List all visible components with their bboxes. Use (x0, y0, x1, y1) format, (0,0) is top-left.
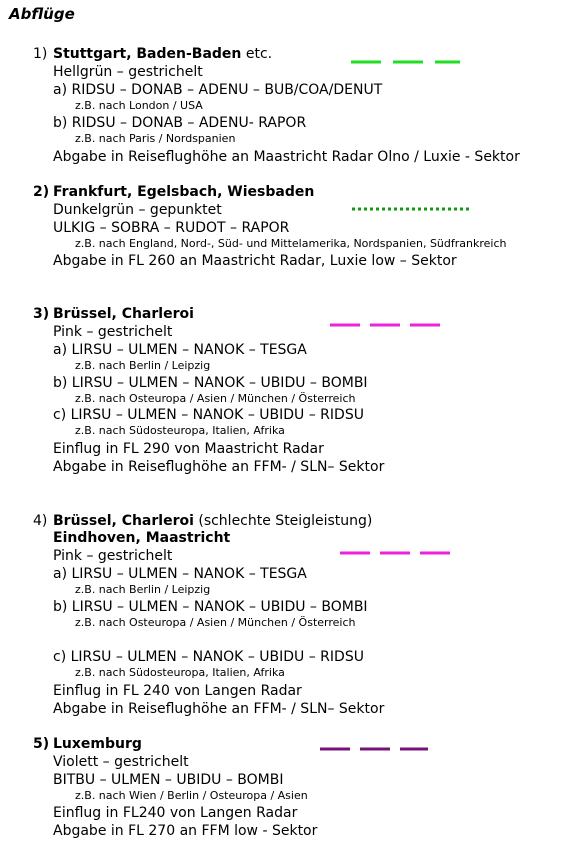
route: BITBU – ULMEN – UBIDU – BOMBI (53, 772, 284, 788)
route-b: b) LIRSU – ULMEN – NANOK – UBIDU – BOMBI (53, 599, 368, 615)
entry-text: Einflug in FL 240 von Langen Radar (53, 683, 302, 699)
route: ULKIG – SOBRA – RUDOT – RAPOR (53, 220, 290, 236)
route-b: b) LIRSU – ULMEN – NANOK – UBIDU – BOMBI (53, 375, 368, 391)
line-style-desc: Hellgrün – gestrichelt (53, 64, 203, 80)
route-c: c) LIRSU – ULMEN – NANOK – UBIDU – RIDSU (53, 649, 364, 665)
section-number: 1) (33, 46, 48, 62)
handoff-text: Abgabe in FL 260 an Maastricht Radar, Luxie low – Sektor (53, 253, 457, 269)
section-heading-2: Eindhoven, Maastricht (53, 530, 231, 546)
legend-line-darkgreen-dotted (350, 204, 476, 214)
legend-line-violet-dashed (318, 744, 432, 754)
section-heading (53, 45, 272, 63)
legend-line-lightgreen-dashed (348, 57, 468, 67)
handoff-text: Abgabe in Reiseflughöhe an Maastricht Radar Olno / Luxie - Sektor (53, 149, 520, 165)
route-b-note: z.B. nach Paris / Nordspanien (75, 132, 236, 145)
route-a: a) LIRSU – ULMEN – NANOK – TESGA (53, 566, 307, 582)
entry-text: Einflug in FL240 von Langen Radar (53, 805, 298, 821)
route-c-note: z.B. nach Südosteuropa, Italien, Afrika (75, 666, 285, 679)
handoff-text: Abgabe in Reiseflughöhe an FFM- / SLN– Sektor (53, 459, 385, 475)
line-style-desc: Violett – gestrichelt (53, 754, 189, 770)
line-style-desc: Dunkelgrün – gepunktet (53, 202, 222, 218)
handoff-text: Abgabe in FL 270 an FFM low - Sektor (53, 823, 318, 839)
section-number: 2) (33, 184, 50, 200)
route-b-note: z.B. nach Osteuropa / Asien / München / Österreich (75, 616, 356, 629)
route-a: a) LIRSU – ULMEN – NANOK – TESGA (53, 342, 307, 358)
route-c: c) LIRSU – ULMEN – NANOK – UBIDU – RIDSU (53, 407, 364, 423)
route-note: z.B. nach England, Nord-, Süd- und Mittelamerika, Nordspanien, Südfrankreich (75, 237, 507, 250)
section-heading: Brüssel, Charleroi (53, 306, 194, 322)
heading-bold: Stuttgart, Baden-Baden (53, 46, 242, 62)
line-style-desc: Pink – gestrichelt (53, 324, 173, 340)
route-a-note: z.B. nach London / USA (75, 99, 203, 112)
route-c-note: z.B. nach Südosteuropa, Italien, Afrika (75, 424, 285, 437)
section-number: 5) (33, 736, 50, 752)
section-number: 3) (33, 306, 50, 322)
heading-suffix: (schlechte Steigleistung) (193, 513, 373, 529)
legend-line-pink-dashed (338, 548, 454, 558)
heading-suffix: etc. (241, 46, 273, 62)
page-title: Abflüge (9, 5, 75, 23)
line-style-desc: Pink – gestrichelt (53, 548, 173, 564)
legend-line-pink-dashed (328, 320, 444, 330)
section-number: 4) (33, 513, 48, 529)
entry-text: Einflug in FL 290 von Maastricht Radar (53, 441, 324, 457)
handoff-text: Abgabe in Reiseflughöhe an FFM- / SLN– Sektor (53, 701, 385, 717)
route-a-note: z.B. nach Berlin / Leipzig (75, 359, 211, 372)
heading-bold: Brüssel, Charleroi (53, 513, 194, 529)
section-heading: Luxemburg (53, 736, 142, 752)
section-heading: Frankfurt, Egelsbach, Wiesbaden (53, 184, 315, 200)
route-b: b) RIDSU – DONAB – ADENU- RAPOR (53, 115, 307, 131)
route-a: a) RIDSU – DONAB – ADENU – BUB/COA/DENUT (53, 82, 383, 98)
section-heading (53, 512, 372, 530)
route-note: z.B. nach Wien / Berlin / Osteuropa / Asien (75, 789, 308, 802)
route-a-note: z.B. nach Berlin / Leipzig (75, 583, 211, 596)
route-b-note: z.B. nach Osteuropa / Asien / München / Österreich (75, 392, 356, 405)
